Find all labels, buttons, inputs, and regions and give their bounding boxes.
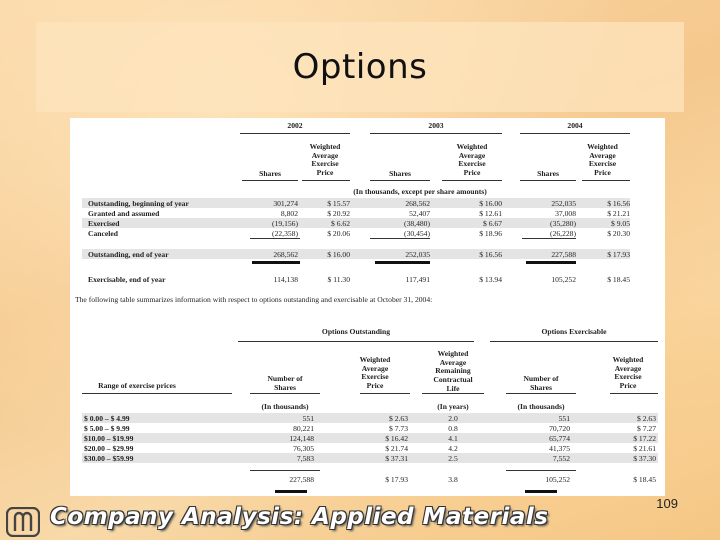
title-box	[36, 22, 684, 112]
year-2003: 2003	[428, 121, 444, 130]
table-cell: 65,774	[549, 434, 570, 443]
row-label: Exercisable, end of year	[88, 275, 166, 284]
units-note: (In thousands, except per share amounts)	[353, 187, 487, 196]
wae-header-2004: Weighted Average Exercise Price	[587, 142, 618, 178]
footer-bar	[0, 502, 720, 540]
table-cell: 268,562	[273, 250, 298, 259]
group-rule	[490, 341, 658, 342]
range-label: $10.00 – $19.99	[84, 434, 134, 443]
table-cell: (38,480)	[404, 219, 430, 228]
year-2002: 2002	[287, 121, 303, 130]
table-cell: $ 21.21	[607, 209, 630, 218]
year-rule-2003	[370, 133, 502, 134]
subtotal-rule	[506, 470, 576, 471]
subtotal-rule	[250, 238, 300, 239]
year-rule-2002	[240, 133, 350, 134]
table-cell: $ 16.42	[385, 434, 408, 443]
shares-header-2002: Shares	[259, 169, 281, 178]
table-cell: 8,802	[280, 209, 298, 218]
table-cell: $ 7.73	[389, 424, 408, 433]
table-cell: $ 2.63	[389, 414, 408, 423]
subtotal-rule	[522, 238, 576, 239]
table-cell: 76,305	[293, 444, 314, 453]
header-underline	[82, 393, 232, 394]
unit-thousands-exercisable: (In thousands)	[517, 402, 565, 411]
table-cell: 37,008	[555, 209, 576, 218]
total-rule	[526, 261, 576, 264]
page-number: 109	[656, 496, 678, 511]
total-cell: 105,252	[545, 475, 570, 484]
total-rule	[275, 490, 307, 493]
table-cell: 7,552	[552, 454, 570, 463]
table-cell: $ 7.27	[637, 424, 656, 433]
table-cell: $ 12.61	[479, 209, 502, 218]
table-cell: (19,156)	[272, 219, 298, 228]
num-shares-header-outstanding: Number of Shares	[267, 374, 303, 392]
total-cell: 227,588	[289, 475, 314, 484]
summary-sentence: The following table summarizes information with respect to options outstanding and exercisable at October 31, 2004:	[75, 295, 433, 304]
table-cell: 114,138	[273, 275, 298, 284]
footer-title: Company Analysis: Applied Materials	[50, 504, 549, 530]
table-cell: (26,228)	[550, 229, 576, 238]
row-label: Exercised	[88, 219, 120, 228]
table-cell: 7,583	[296, 454, 314, 463]
unit-thousands-outstanding: (In thousands)	[261, 402, 309, 411]
wae-header-2003: Weighted Average Exercise Price	[456, 142, 488, 178]
header-underline	[242, 180, 298, 181]
total-cell: $ 18.45	[633, 475, 656, 484]
table-cell: (30,454)	[404, 229, 430, 238]
header-underline	[442, 180, 502, 181]
group-header-exercisable: Options Exercisable	[541, 327, 607, 336]
header-underline	[250, 393, 320, 394]
table-cell: $ 37.31	[385, 454, 408, 463]
table-cell: $ 15.57	[327, 199, 350, 208]
wae-header-2002: Weighted Average Exercise Price	[309, 142, 341, 178]
range-label: $20.00 – $29.99	[84, 444, 134, 453]
header-underline	[520, 180, 576, 181]
header-underline	[302, 180, 350, 181]
table-cell: 4.1	[448, 434, 458, 443]
group-rule	[238, 341, 474, 342]
table-cell: $ 2.63	[637, 414, 656, 423]
table-cell: $ 16.56	[607, 199, 630, 208]
remaining-life-header: Weighted Average Remaining Contractual Life	[433, 349, 473, 393]
shares-header-2003: Shares	[389, 169, 411, 178]
table-cell: 52,407	[409, 209, 430, 218]
table-cell: $ 9.05	[611, 219, 630, 228]
year-rule-2004	[520, 133, 630, 134]
header-underline	[370, 180, 430, 181]
table-cell: $ 6.67	[483, 219, 502, 228]
range-label: $30.00 – $59.99	[84, 454, 134, 463]
table-cell: 70,720	[549, 424, 570, 433]
table-cell: $ 6.62	[331, 219, 350, 228]
header-underline	[506, 393, 576, 394]
group-header-outstanding: Options Outstanding	[321, 327, 391, 336]
table-cell: $ 37.30	[633, 454, 656, 463]
total-rule	[252, 261, 300, 264]
table-cell: $ 18.45	[607, 275, 630, 284]
table-cell: 551	[302, 414, 314, 423]
range-label: $ 0.00 – $ 4.99	[84, 414, 130, 423]
table-cell: 4.2	[448, 444, 458, 453]
subtotal-rule	[250, 470, 320, 471]
table-cell: $ 16.00	[479, 199, 502, 208]
table-cell: 2.5	[448, 454, 458, 463]
total-cell: 3.8	[448, 475, 458, 484]
table-cell: 105,252	[551, 275, 576, 284]
row-label: Granted and assumed	[88, 209, 160, 218]
row-label: Canceled	[88, 229, 118, 238]
total-rule	[375, 261, 430, 264]
applied-materials-logo-icon	[6, 507, 40, 537]
header-underline	[422, 393, 484, 394]
range-header: Range of exercise prices	[98, 381, 176, 390]
table-cell: 80,221	[293, 424, 314, 433]
year-2004: 2004	[567, 121, 583, 130]
shares-header-2004: Shares	[537, 169, 559, 178]
table-cell: 227,588	[551, 250, 576, 259]
document-sheet	[70, 118, 665, 496]
table-cell: $ 16.00	[327, 250, 350, 259]
table-cell: 301,274	[273, 199, 298, 208]
table-cell: $ 11.30	[327, 275, 350, 284]
table-cell: $ 17.93	[607, 250, 630, 259]
table-cell: 252,035	[405, 250, 430, 259]
table-cell: (22,358)	[272, 229, 298, 238]
table-cell: (35,280)	[550, 219, 576, 228]
total-rule	[525, 490, 557, 493]
total-cell: $ 17.93	[385, 475, 408, 484]
table-cell: $ 17.22	[633, 434, 656, 443]
table-cell: 124,148	[289, 434, 314, 443]
table-cell: $ 20.30	[607, 229, 630, 238]
subtotal-rule	[370, 238, 430, 239]
table-cell: $ 13.94	[479, 275, 502, 284]
table-cell: 0.8	[448, 424, 458, 433]
wae-header-exercisable: Weighted Average Exercise Price	[612, 355, 644, 391]
header-underline	[582, 180, 630, 181]
table-cell: $ 18.96	[479, 229, 502, 238]
unit-years: (In years)	[437, 402, 469, 411]
table-cell: 117,491	[405, 275, 430, 284]
range-label: $ 5.00 – $ 9.99	[84, 424, 130, 433]
header-underline	[610, 393, 658, 394]
header-underline	[360, 393, 410, 394]
table-cell: $ 20.06	[327, 229, 350, 238]
table-cell: 551	[558, 414, 570, 423]
row-label: Outstanding, beginning of year	[88, 199, 189, 208]
num-shares-header-exercisable: Number of Shares	[523, 374, 559, 392]
table-cell: $ 20.92	[327, 209, 350, 218]
table-cell: 252,035	[551, 199, 576, 208]
table-cell: 2.0	[448, 414, 458, 423]
table-cell: $ 21.74	[385, 444, 408, 453]
row-label: Outstanding, end of year	[88, 250, 169, 259]
slide-title: Options	[292, 47, 428, 87]
table-cell: $ 16.56	[479, 250, 502, 259]
table-cell: 41,375	[549, 444, 570, 453]
table-cell: $ 21.61	[633, 444, 656, 453]
table-cell: 268,562	[405, 199, 430, 208]
wae-header-outstanding: Weighted Average Exercise Price	[359, 355, 391, 391]
